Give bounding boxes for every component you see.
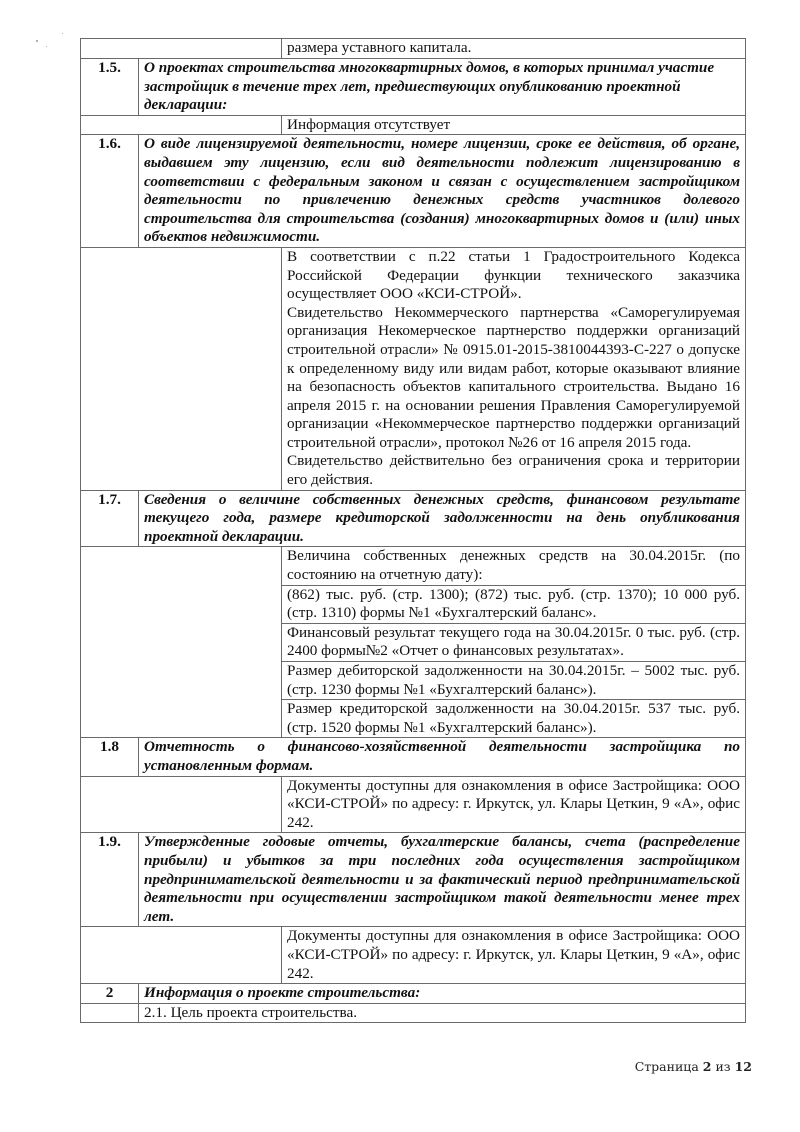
empty-cell [81,247,282,490]
empty-cell [81,927,282,984]
section-heading: О виде лицензируемой деятельности, номере лицензии, сроке ее действия, об органе, выдавшем эту лицензию, если вид деятельности подлежит лицензированию в соответствии с федеральным законом и связан с осуществлением застройщиком деятельности по привлечению денежных средств участников долевого строительства для строительства (создания) многоквартирных домов и (или) иных объектов недвижимости. [139,135,746,248]
page-footer [635,1059,752,1074]
scan-speck [62,33,63,34]
table-row [81,247,746,490]
page-total: 12 [734,1059,752,1074]
empty-cell [81,776,282,833]
section-paragraph: Свидетельство действительно без ограничения срока и территории его действия. [287,452,740,489]
empty-cell [81,115,282,135]
section-heading-row [81,490,746,547]
empty-cell [81,39,282,59]
section-value: Финансовый результат текущего года на 30.04.2015г. 0 тыс. руб. (стр. 2400 формы№2 «Отчет о финансовых результатах». [282,623,746,661]
section-heading: Информация о проекте строительства: [139,984,746,1004]
section-heading: Отчетность о финансово-хозяйственной деятельности застройщика по установленным формам. [139,738,746,776]
page-of-label: из [715,1059,731,1074]
declaration-table [80,38,746,1023]
section-paragraph: В соответствии с п.22 статьи 1 Градостроительного Кодекса Российской Федерации функции технического заказчика осуществляет ООО «КСИ-СТРОЙ». [287,247,740,303]
table-row [81,547,746,585]
section-heading-row [81,833,746,927]
section-number: 1.8 [81,738,139,776]
section-heading-row [81,738,746,776]
section-value: Размер дебиторской задолженности на 30.04.2015г. – 5002 тыс. руб. (стр. 1230 формы №1 «Бухгалтерский баланс»). [282,662,746,700]
section-value: Величина собственных денежных средств на 30.04.2015г. (по состоянию на отчетную дату): [282,547,746,585]
section-number: 1.5. [81,59,139,116]
table-row [81,115,746,135]
section-value: Документы доступны для ознакомления в офисе Застройщика: ООО «КСИ-СТРОЙ» по адресу: г. Иркутск, ул. Клары Цеткин, 9 «А», офис 242. [282,776,746,833]
scan-speck [36,40,38,42]
table-row [81,39,746,59]
section-number: 1.7. [81,490,139,547]
empty-cell [81,1003,139,1023]
section-number: 1.9. [81,833,139,927]
section-value: Размер кредиторской задолженности на 30.04.2015г. 537 тыс. руб. (стр. 1520 формы №1 «Бухгалтерский баланс»). [282,700,746,738]
section-heading: Утвержденные годовые отчеты, бухгалтерские балансы, счета (распределение прибыли) и убытков за три последних года осуществления застройщиком предпринимательской деятельности и за фактический период предпринимательской деятельности при осуществлении застройщиком такой деятельности менее трех лет. [139,833,746,927]
page-label: Страница [634,1059,699,1074]
section-value: Информация отсутствует [282,115,746,135]
section-heading-row [81,59,746,116]
section-number: 1.6. [81,135,139,248]
section-heading: Сведения о величине собственных денежных средств, финансовом результате текущего года, размере кредиторской задолженности на день опубликования проектной декларации. [139,490,746,547]
continuation-cell: размера уставного капитала. [282,39,746,59]
table-row [81,1003,746,1023]
section-number: 2 [81,984,139,1004]
section-value: (862) тыс. руб. (стр. 1300); (872) тыс. руб. (стр. 1370); 10 000 руб. (стр. 1310) формы №1 «Бухгалтерский баланс». [282,585,746,623]
table-row [81,776,746,833]
empty-cell [81,547,282,738]
section-value-cell [282,247,746,490]
section-paragraph: Свидетельство Некоммерческого партнерства «Саморегулируемая организация Некомерческое партнерство поддержки организаций строительной отрасли» № 0915.01-2015-3810044393-С-227 о допуске к определенному виду или видам работ, которые оказывают влияние на безопасность объектов капитального строительства. Выдано 16 апреля 2015 г. на основании решения Правления Саморегулируемой организации «Некоммерческое партнерство поддержки организаций строительной отрасли», протокол №26 от 16 апреля 2015 года. [287,303,740,451]
page-current: 2 [702,1059,712,1074]
subitem-text: 2.1. Цель проекта строительства. [139,1003,746,1023]
section-value: Документы доступны для ознакомления в офисе Застройщика: ООО «КСИ-СТРОЙ» по адресу: г. Иркутск, ул. Клары Цеткин, 9 «А», офис 242. [282,927,746,984]
section-heading-row [81,984,746,1004]
table-row [81,927,746,984]
section-heading: О проектах строительства многоквартирных домов, в которых принимал участие застройщик в течение трех лет, предшествующих опубликованию проектной декларации: [139,59,746,116]
section-heading-row [81,135,746,248]
scan-speck [46,46,47,47]
